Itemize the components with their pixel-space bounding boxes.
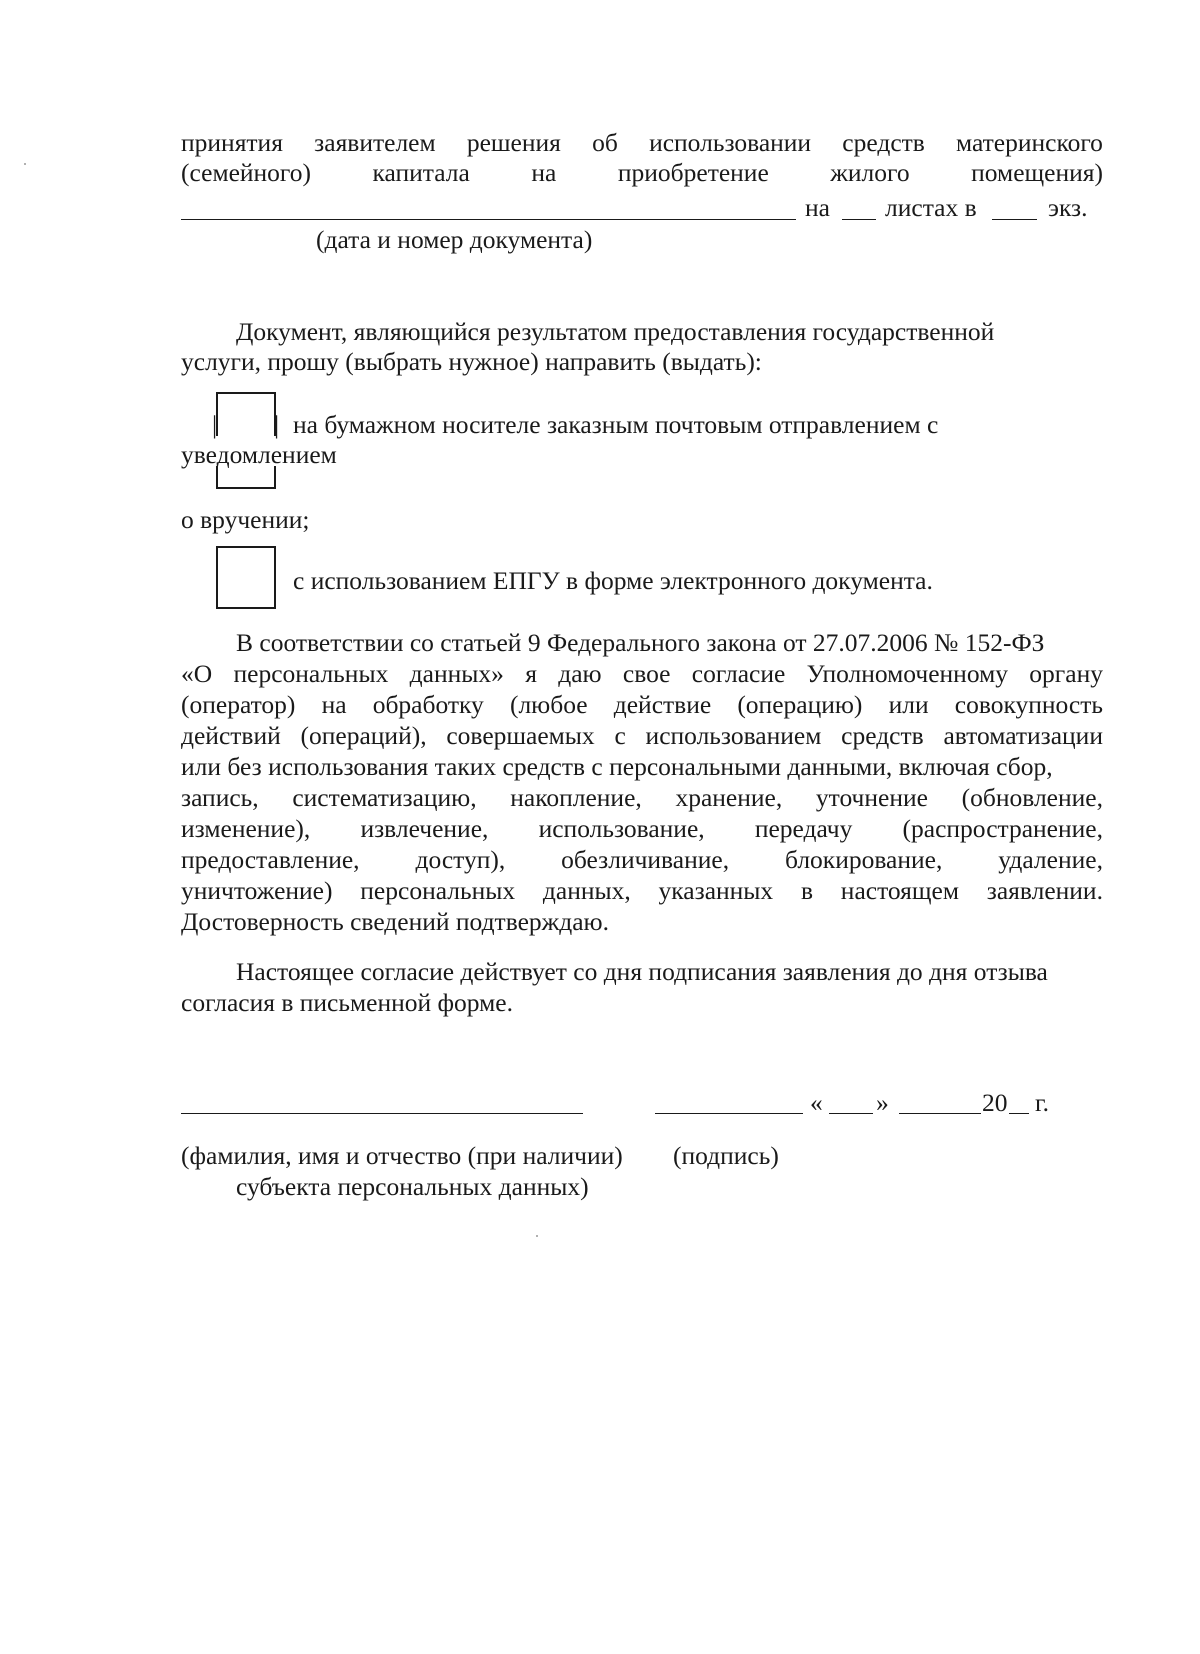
document-date-number-blank[interactable] (181, 219, 796, 220)
word: передачу (754, 814, 853, 843)
word: В соответствии со статьей 9 Федерального закона от 27.07.2006 № 152-ФЗ (236, 628, 1045, 657)
date-close-quote: » (876, 1088, 889, 1117)
consent-line-6 (181, 783, 1103, 813)
consent-line-10 (181, 907, 1103, 937)
word: материнского (956, 128, 1103, 157)
word: приобретение (617, 158, 769, 187)
option-paper-line-3: о вручении; (181, 505, 310, 534)
delivery-heading-line-2: услуги, прошу (выбрать нужное) направить (выдать): (181, 347, 762, 376)
option-paper-line-2: уведомлением (181, 440, 337, 469)
consent-line-2 (181, 659, 1103, 689)
word: (оператор) (181, 690, 296, 719)
word: систематизацию, (292, 783, 477, 812)
word: даю (558, 659, 602, 688)
word: помещения) (971, 158, 1103, 187)
scan-speck (536, 1235, 538, 1237)
consent-line-3 (181, 690, 1103, 720)
word: (операций), (300, 721, 427, 750)
word: об (592, 128, 618, 157)
word: уничтожение) (181, 876, 333, 905)
consent-line-5 (181, 752, 1103, 782)
word: извлечение, (360, 814, 489, 843)
word: изменение), (181, 814, 311, 843)
signature-caption: (подпись) (673, 1141, 779, 1170)
word: совокупность (954, 690, 1103, 719)
copies-count-blank[interactable] (992, 219, 1037, 220)
word: персональных (360, 876, 516, 905)
word: Уполномоченному (806, 659, 1008, 688)
subject-caption: субъекта персональных данных) (236, 1172, 589, 1201)
year-suffix: г. (1035, 1088, 1049, 1117)
word: (операцию) (737, 690, 863, 719)
word: данных, (542, 876, 631, 905)
date-open-quote: « (810, 1088, 823, 1117)
delivery-heading-line-1: Документ, являющийся результатом предоставления государственной (236, 317, 995, 346)
word: заявлении. (986, 876, 1103, 905)
word: использовании (649, 128, 812, 157)
sheets-prefix: на (805, 193, 830, 222)
checkbox-left-edge: | (212, 410, 218, 439)
word: (семейного) (181, 158, 312, 187)
word: персональных (233, 659, 389, 688)
intro-line-1 (181, 128, 1103, 158)
word: обработку (372, 690, 484, 719)
word: «О (181, 659, 213, 688)
word: свое (622, 659, 671, 688)
month-blank[interactable] (899, 1113, 981, 1114)
word: жилого (830, 158, 910, 187)
word: (распространение, (902, 814, 1103, 843)
sheets-label: листах в (885, 193, 977, 222)
word: действие (613, 690, 712, 719)
word: или (888, 690, 929, 719)
consent-line-1 (236, 628, 1103, 658)
word: в (800, 876, 814, 905)
word: согласие (691, 659, 786, 688)
word: автоматизации (943, 721, 1103, 750)
validity-line-2: согласия в письменной форме. (181, 988, 513, 1017)
word: настоящем (840, 876, 959, 905)
word: накопление, (510, 783, 642, 812)
word: органу (1029, 659, 1103, 688)
word: с (614, 721, 626, 750)
full-name-blank[interactable] (181, 1113, 583, 1114)
option-epgu: с использованием ЕПГУ в форме электронного документа. (293, 566, 933, 595)
consent-line-4 (181, 721, 1103, 751)
word: удаление, (998, 845, 1103, 874)
scan-speck (24, 163, 26, 165)
word: заявителем (314, 128, 436, 157)
word: средств (842, 128, 925, 157)
word: доступ), (415, 845, 506, 874)
word: принятия (181, 128, 283, 157)
validity-line-1: Настоящее согласие действует со дня подписания заявления до дня отзыва (236, 957, 1048, 986)
word: капитала (372, 158, 470, 187)
word: я (525, 659, 537, 688)
word: или без использования таких средств с персональными данными, включая сбор, (181, 752, 1053, 781)
consent-line-9 (181, 876, 1103, 906)
option-paper-line-1: на бумажном носителе заказным почтовым отправлением с (293, 410, 939, 439)
word: блокирование, (784, 845, 943, 874)
word: на (531, 158, 557, 187)
word: данных» (409, 659, 504, 688)
year-blank[interactable] (1009, 1113, 1029, 1114)
word: совершаемых (446, 721, 595, 750)
word: уточнение (815, 783, 928, 812)
checkbox-right-edge: | (274, 410, 280, 439)
word: запись, (181, 783, 259, 812)
word: средств (841, 721, 924, 750)
copies-label: экз. (1048, 193, 1088, 222)
signature-blank[interactable] (655, 1113, 803, 1114)
word: (любое (509, 690, 588, 719)
epgu-delivery-checkbox[interactable] (216, 546, 276, 609)
day-blank[interactable] (829, 1113, 873, 1114)
intro-line-2 (181, 158, 1103, 188)
sheets-count-blank[interactable] (842, 219, 876, 220)
word: использованием (645, 721, 822, 750)
word: предоставление, (181, 845, 360, 874)
name-caption: (фамилия, имя и отчество (при наличии) (181, 1141, 623, 1170)
word: действий (181, 721, 281, 750)
word: использование, (538, 814, 705, 843)
word: решения (466, 128, 561, 157)
word: хранение, (675, 783, 783, 812)
word: на (321, 690, 347, 719)
word: указанных (658, 876, 774, 905)
year-prefix: 20 (982, 1088, 1008, 1117)
consent-line-7 (181, 814, 1103, 844)
word: (обновление, (961, 783, 1103, 812)
document-caption: (дата и номер документа) (316, 225, 593, 254)
word: обезличивание, (561, 845, 730, 874)
consent-line-8 (181, 845, 1103, 875)
word: Достоверность сведений подтверждаю. (181, 907, 609, 936)
